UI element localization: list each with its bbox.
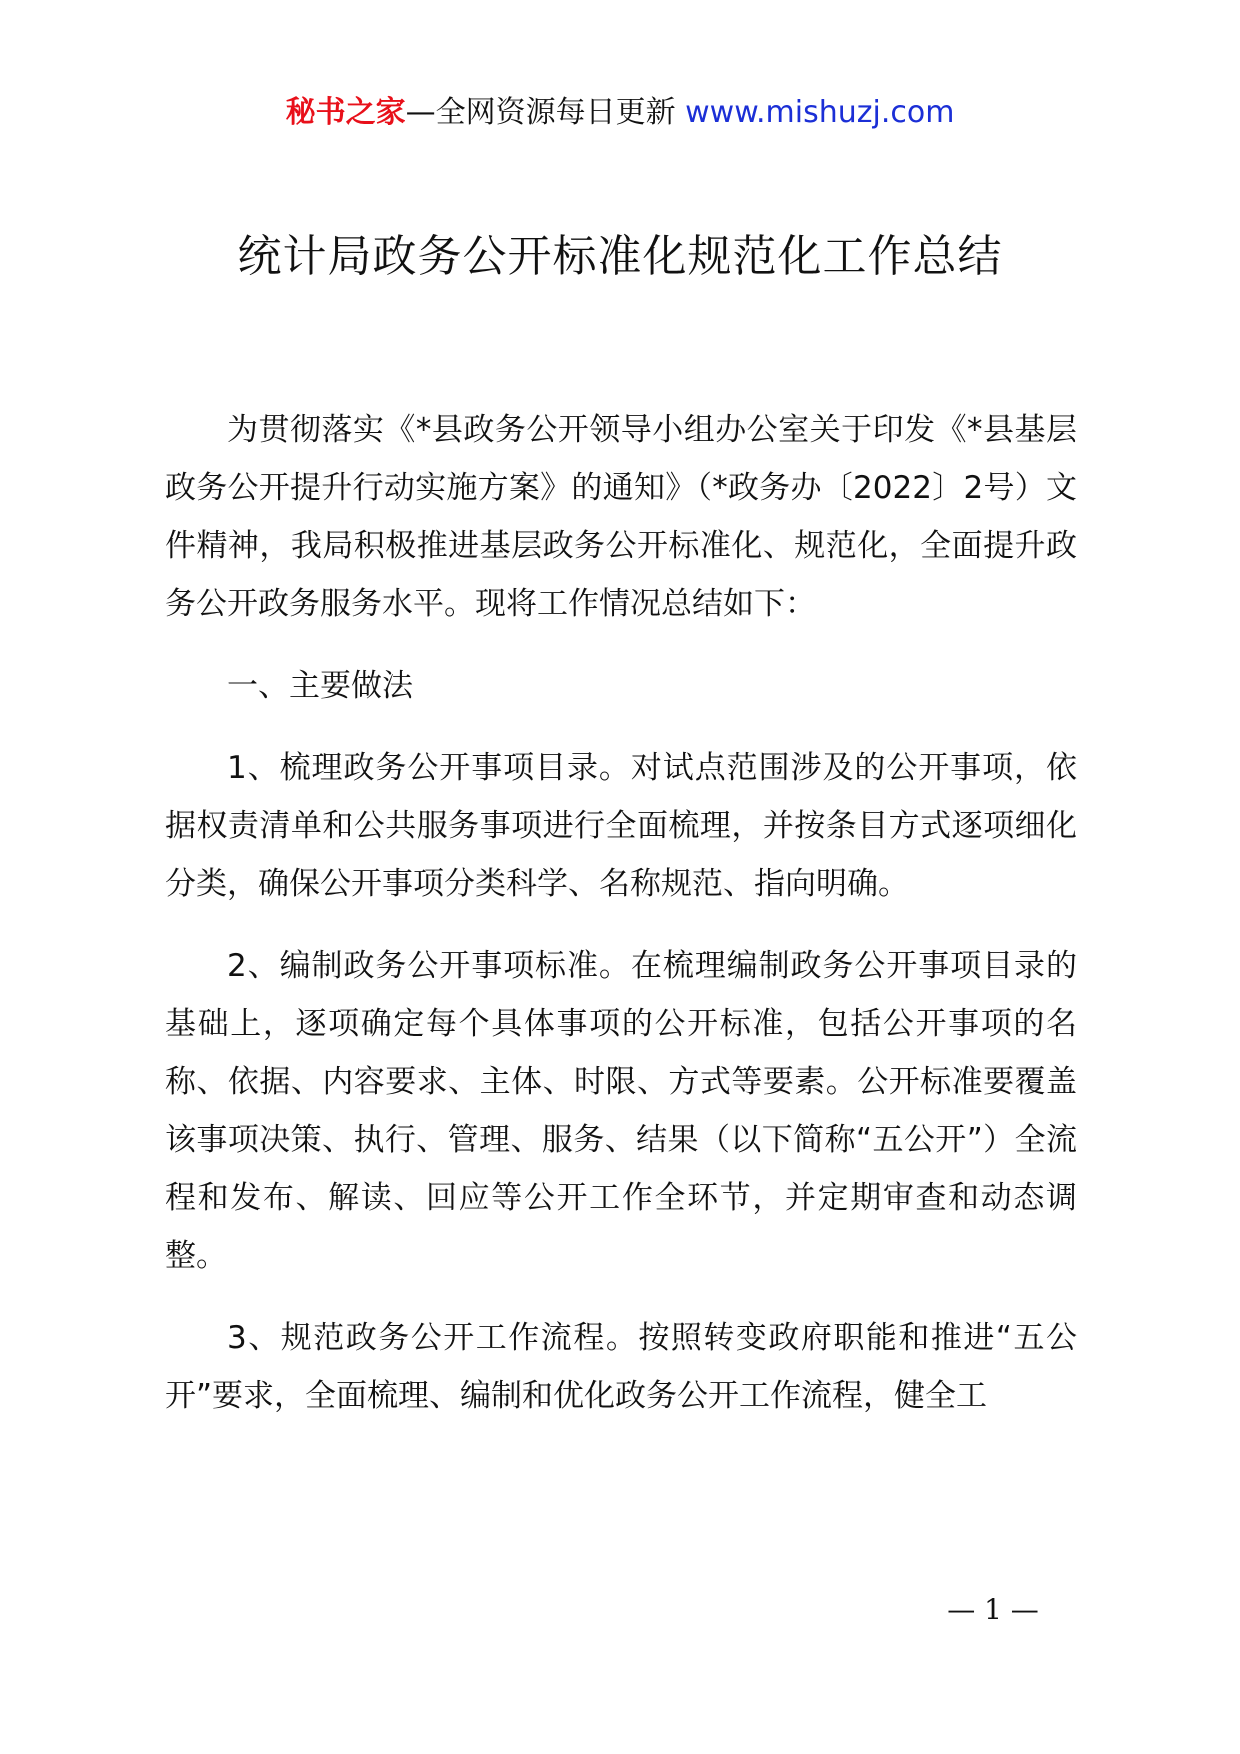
document-title: 统计局政务公开标准化规范化工作总结 xyxy=(237,231,1003,282)
body-paragraph: 2、编制政务公开事项标准。在梳理编制政务公开事项目录的基础上，逐项确定每个具体事项的公开标准，包括公开事项的名称、依据、内容要求、主体、时限、方式等要素。公开标准要覆盖该事项决策、执行、管理、服务、结果（以下简称“五公开”）全流程和发布、解读、回应等公开工作全环节，并定期审查和动态调整。 xyxy=(165,948,1077,1274)
site-header xyxy=(0,93,1240,133)
page-number: — 1 — xyxy=(947,1593,1039,1626)
brand-name: 秘书之家 xyxy=(285,95,406,130)
intro-paragraph: 为贯彻落实《*县政务公开领导小组办公室关于印发《*县基层政务公开提升行动实施方案》的通知》（*政务办〔2022〕2号）文件精神，我局积极推进基层政务公开标准化、规范化，全面提升政务公开政务服务水平。现将工作情况总结如下： xyxy=(165,412,1077,622)
site-url-link[interactable]: www.mishuzj.com xyxy=(685,95,955,130)
body-paragraph: 3、规范政务公开工作流程。按照转变政府职能和推进“五公开”要求，全面梳理、编制和优化政务公开工作流程，健全工 xyxy=(165,1320,1077,1414)
body-paragraph: 1、梳理政务公开事项目录。对试点范围涉及的公开事项，依据权责清单和公共服务事项进行全面梳理，并按条目方式逐项细化分类，确保公开事项分类科学、名称规范、指向明确。 xyxy=(165,750,1077,902)
document-body xyxy=(165,401,1077,1449)
header-tagline: —全网资源每日更新 xyxy=(405,95,686,130)
section-heading: 一、主要做法 xyxy=(227,668,413,704)
